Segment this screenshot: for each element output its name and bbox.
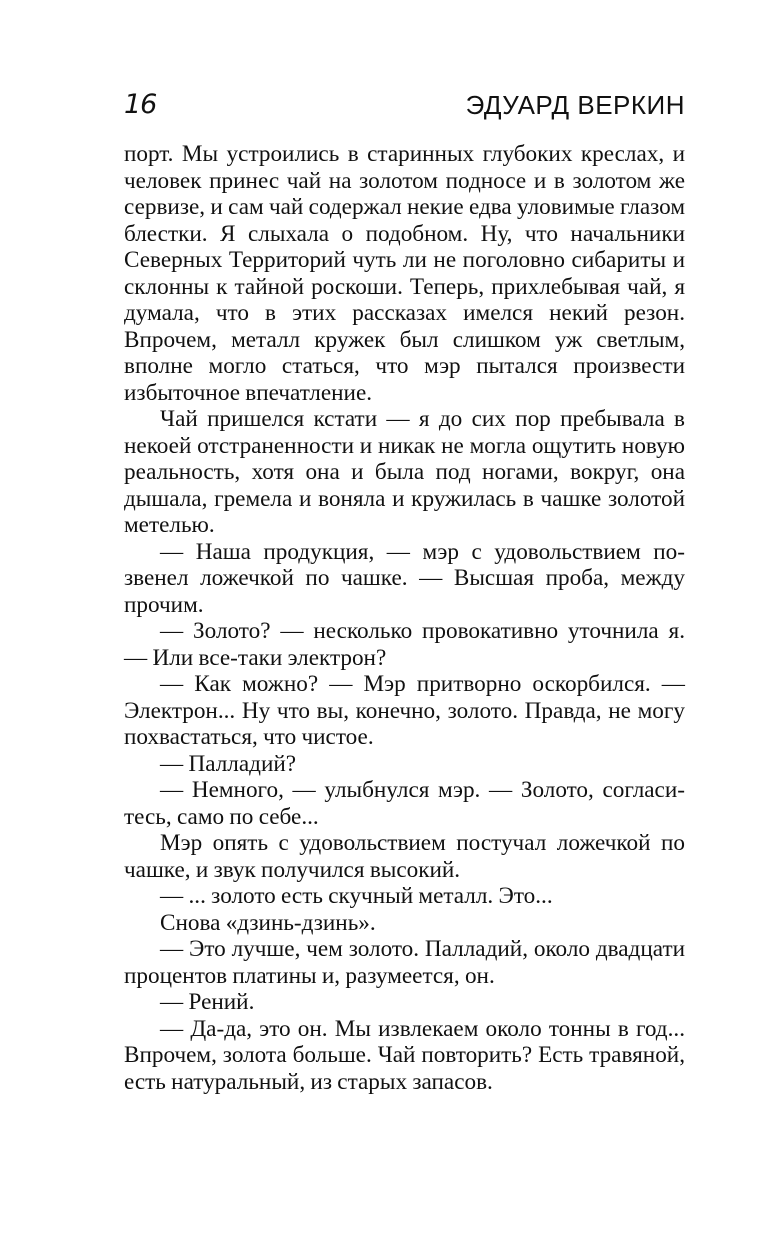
paragraph: порт. Мы устроились в старинных глубоких креслах, и человек принес чай на золотом подносе и в золотом же сервизе, и сам чай содержал некие едва уловимые глазом блестки. Я слыхала о подобном. Ну, что начальники Северных Территорий чуть ли не поголовно сибариты и склонны к тайной роскоши. Теперь, прихлебывая чай, я думала, что в этих рассказах имелся некий резон. Впрочем, металл кружек был слишком уж светлым, вполне могло статься, что мэр пытался произвести избыточное впечатление. — [124, 141, 685, 406]
paragraph: — Рений. — [160, 989, 255, 1015]
paragraph: — Это лучше, чем золото. Палладий, около двадцати процентов платины и, разумеется, он. — [124, 936, 685, 989]
page-header — [124, 88, 685, 122]
page-number: 16 — [124, 89, 157, 120]
paragraph: — Наша продукция, — мэр с удовольствием позвенел ложечкой по чашке. — Высшая проба, между прочим. — [124, 538, 685, 618]
paragraph: — Палладий? — [160, 750, 297, 777]
paragraph: — ... золото есть скучный металл. Это... — [160, 883, 553, 909]
paragraph: Снова «дзинь-дзинь». — [160, 909, 376, 936]
paragraph: — Как можно? — Мэр притворно оскорбился. — Электрон... Ну что вы, конечно, золото. Правда, не могу похвастаться, что чистое. — [124, 671, 685, 750]
paragraph: — Немного, — улыбнулся мэр. — Золото, согласитесь, само по себе... — [124, 777, 685, 830]
paragraph: Мэр опять с удовольствием постучал ложечкой по чашке, и звук получился высокий. — [124, 830, 685, 883]
paragraph: — Золото? — несколько провокативно уточнила я. — Или все-таки электрон? — [124, 618, 685, 671]
paragraph: Чай пришелся кстати — я до сих пор пребывала в некоей отстраненности и никак не могла ощутить новую реальность, хотя она и была под ногами, вокруг, она дышала, гремела и воняла и кружилась в чашке золотой метелью. — [124, 406, 685, 538]
paragraph: — Да-да, это он. Мы извлекаем около тонны в год... Впрочем, золота больше. Чай повторить? Есть травяной, есть натуральный, из старых запасов. — [124, 1015, 685, 1095]
running-head-author: ЭДУАРД ВЕРКИН — [465, 90, 685, 120]
body-text — [124, 141, 685, 1095]
